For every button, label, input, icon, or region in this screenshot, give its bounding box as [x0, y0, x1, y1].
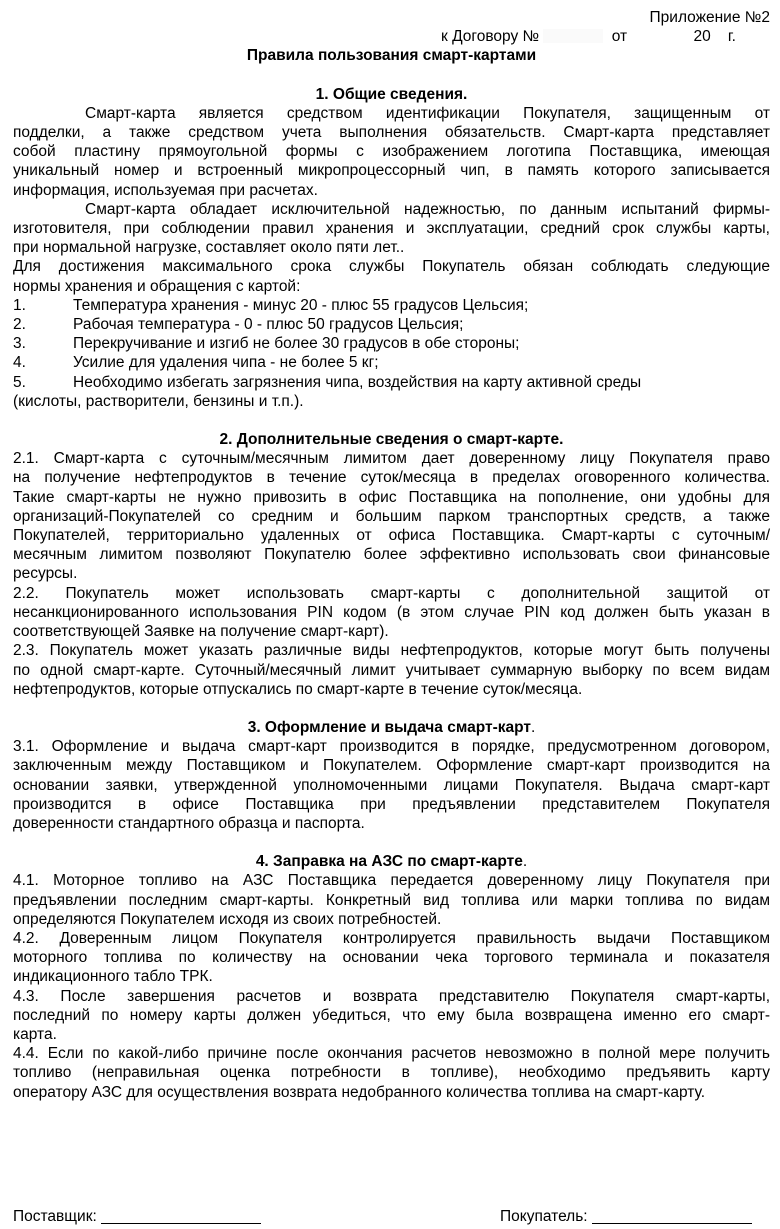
section-2-heading: 2. Дополнительные сведения о смарт-карте. — [219, 431, 564, 449]
s2-p1-line: Покупателей, территориально удаленных от офиса Поставщика. Смарт-карты с суточным/ — [13, 527, 770, 545]
s2-p2-line: соответствующей Заявке на получение смарт-карт). — [13, 623, 389, 641]
supplier-label: Поставщик: — [13, 1208, 97, 1225]
s1-p2-line: изготовителя, при соблюдении правил хранения и эксплуатации, средний срок службы карты, — [13, 220, 770, 238]
s1-p1-line: собой пластину прямоугольной формы с изображением логотипа Поставщика, имеющая — [13, 143, 770, 161]
s3-p1-line: производится в офисе Поставщика при предъявлении представителем Покупателя — [13, 795, 770, 813]
s4-p2-line: 4.2. Доверенным лицом Покупателя контролируется правильность выдачи Поставщиком — [13, 929, 770, 947]
s4-p2-line: индикационного табло ТРК. — [13, 968, 213, 986]
s2-p1-line: организаций-Покупателей со средним и большим парком транспортных средств, а также — [13, 507, 770, 525]
s4-p4-line: 4.4. Если по какой-либо причине после окончания расчетов невозможно в полной мере получить — [13, 1045, 770, 1063]
buyer-signature-line — [592, 1209, 752, 1224]
s2-p1-line: 2.1. Смарт-карта с суточным/месячным лимитом дает доверенному лицу Покупателя право — [13, 450, 770, 468]
buyer-label: Покупатель: — [500, 1208, 588, 1225]
contract-year: 20 г. — [693, 28, 736, 46]
redacted-contract-number — [543, 29, 603, 43]
s1-p1-line: Смарт-карта является средством идентификации Покупателя, защищенным от — [85, 104, 770, 122]
s2-p3-line: 2.3. Покупатель может указать различные виды нефтепродуктов, которые могут быть получены — [13, 642, 770, 660]
s2-p2-line: несанкционированного использования PIN кодом (в этом случае PIN код должен быть указан в — [13, 603, 770, 621]
s4-p1-line: определяются Покупателем исходя из своих потребностей. — [13, 910, 442, 928]
list-item: 1. Температура хранения - минус 20 - плюс 55 градусов Цельсия; — [13, 296, 529, 314]
s2-p3-line: по одной смарт-карте. Суточный/месячный лимит учитывает суммарную выборку по всем видам — [13, 661, 770, 679]
s1-p2-line: Смарт-карта обладает исключительной надежностью, по данным испытаний фирмы- — [85, 200, 770, 218]
s2-p1-line: Такие смарт-карты не нужно привозить в офис Поставщика на пополнение, они удобны для — [13, 488, 770, 506]
s3-p1-line: 3.1. Оформление и выдача смарт-карт производится в порядке, предусмотренном договором, — [13, 738, 770, 756]
section-3-heading: 3. Оформление и выдача смарт-карт. — [247, 718, 536, 736]
s4-p4-line: оператору АЗС для осуществления возврата недобранного количества топлива на смарт-карту. — [13, 1083, 706, 1101]
list-item: 2. Рабочая температура - 0 - плюс 50 градусов Цельсия; — [13, 316, 464, 334]
s4-p3-line: 4.3. После завершения расчетов и возврата представителю Покупателя смарт-карты, — [13, 987, 770, 1005]
s2-p1-line: на получение нефтепродуктов в течение суток/месяца в пределах оговоренного количества. — [13, 469, 770, 487]
list-item: 4. Усилие для удаления чипа - не более 5 кг; — [13, 354, 379, 372]
section-4-heading: 4. Заправка на АЗС по смарт-карте. — [255, 853, 528, 871]
list-item-continuation: (кислоты, растворители, бензины и т.п.). — [13, 392, 304, 410]
s4-p1-line: предъявлении последним смарт-карты. Конкретный вид топлива или марки топлива по видам — [13, 891, 770, 909]
s1-p1-line: уникальный номер и встроенный микропроцессорный чип, в память которого записывается — [13, 162, 770, 180]
s4-p3-line: последний по номеру карты должен убедиться, что ему была возвращена именно его смарт- — [13, 1006, 770, 1024]
document-page — [13, 8, 770, 1102]
document-title: Правила пользования смарт-картами — [246, 47, 537, 65]
s4-p3-line: карта. — [13, 1025, 57, 1043]
s3-p1-line: заключенным между Поставщиком и Покупателем. Оформление смарт-карт производится на — [13, 757, 770, 775]
s4-p2-line: моторного топлива по количеству на основании чека торгового терминала и показателя — [13, 949, 770, 967]
s1-p3-line: нормы хранения и обращения с картой: — [13, 277, 301, 295]
s3-p1-line: доверенности стандартного образца и паспорта. — [13, 814, 365, 832]
supplier-signature — [13, 1207, 261, 1226]
contract-reference — [13, 27, 770, 46]
s4-p1-line: 4.1. Моторное топливо на АЗС Поставщика передается доверенному лицу Покупателя при — [13, 872, 770, 890]
s1-p3-line: Для достижения максимального срока службы Покупатель обязан соблюдать следующие — [13, 258, 770, 276]
s2-p2-line: 2.2. Покупатель может использовать смарт-карты с дополнительной защитой от — [13, 584, 770, 602]
s2-p1-line: месячным лимитом позволяют Покупателю более эффективно использовать свои финансовые — [13, 546, 770, 564]
s3-p1-line: основании заявки, утвержденной уполномоченными лицами Покупателя. Выдача смарт-карт — [13, 776, 770, 794]
list-item: 5. Необходимо избегать загрязнения чипа, воздействия на карту активной среды — [13, 373, 642, 391]
s2-p3-line: нефтепродуктов, которые отпускались по смарт-карте в течение суток/месяца. — [13, 680, 583, 698]
appendix-number: Приложение №2 — [649, 9, 770, 26]
buyer-signature — [500, 1207, 752, 1226]
s4-p4-line: топливо (неправильная оценка потребности в топливе), необходимо предъявить карту — [13, 1064, 770, 1082]
s1-p1-line: подделки, а также средством учета выполнения обязательств. Смарт-карта представляет — [13, 124, 770, 142]
contract-prefix: к Договору № — [441, 28, 540, 46]
supplier-signature-line — [101, 1209, 261, 1224]
section-1-heading: 1. Общие сведения. — [315, 85, 468, 103]
list-item: 3. Перекручивание и изгиб не более 30 градусов в обе стороны; — [13, 335, 520, 353]
s2-p1-line: ресурсы. — [13, 565, 78, 583]
s1-p2-line: при нормальной нагрузке, составляет около пяти лет.. — [13, 239, 405, 257]
s1-p1-line: информация, используемая при расчетах. — [13, 181, 318, 199]
contract-from: от — [611, 28, 628, 46]
